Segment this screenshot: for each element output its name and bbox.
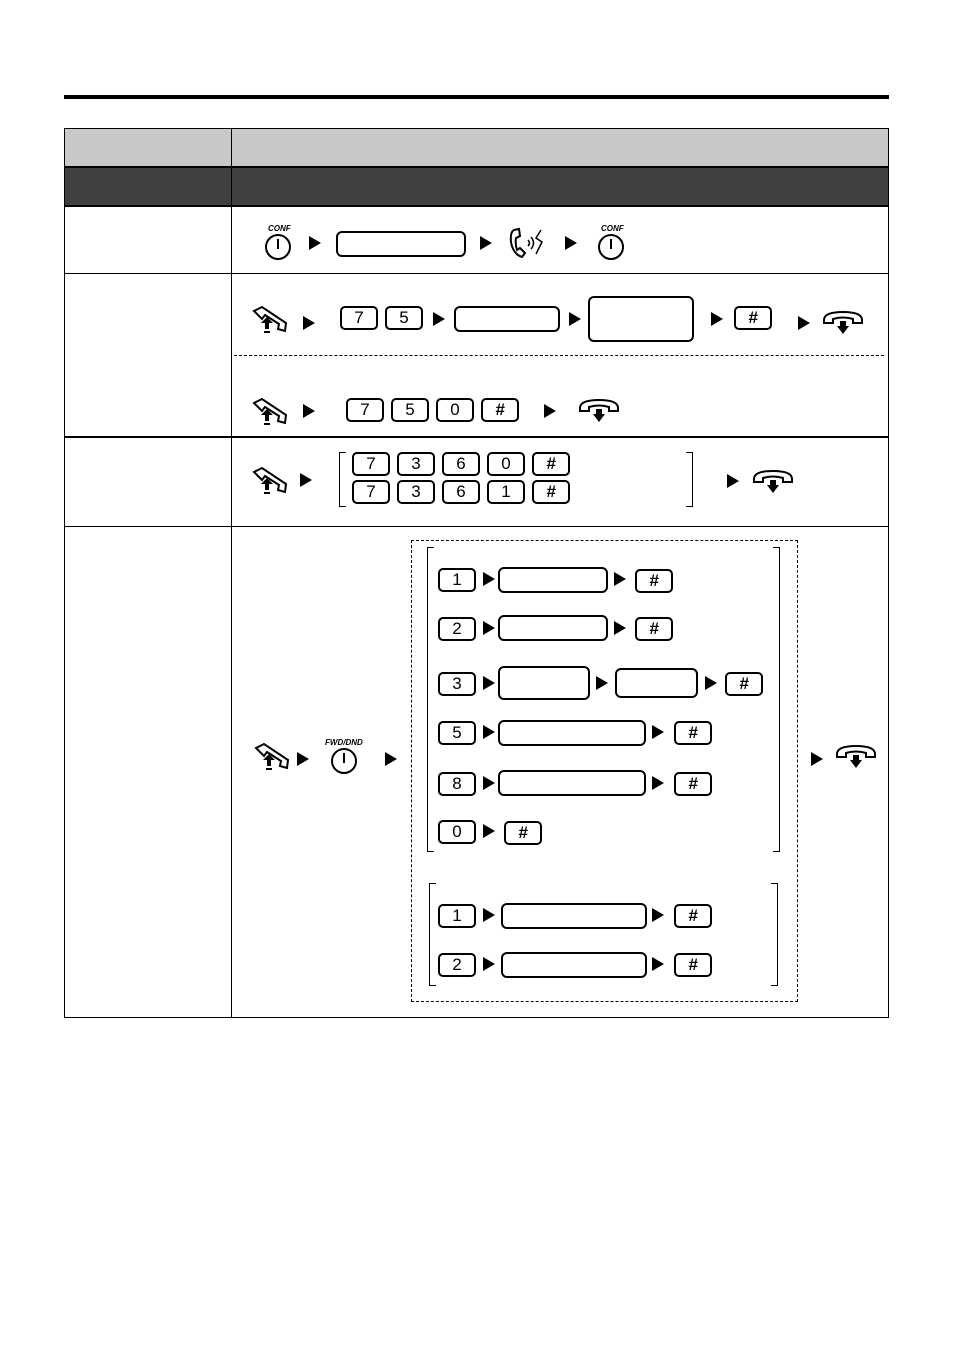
arrow-icon [385,752,397,766]
arrow-icon [798,316,810,330]
bracket-left [427,547,434,852]
key-1[interactable]: 1 [438,904,476,928]
input-box [501,903,647,929]
row-divider-3 [64,526,889,527]
key-2[interactable]: 2 [438,617,476,641]
key-0[interactable]: 0 [487,452,525,476]
bracket-right [771,883,778,986]
arrow-icon [483,776,495,790]
top-rule [64,95,889,99]
arrow-icon [433,312,445,326]
input-box [454,306,560,332]
table-section-bar [64,167,889,206]
input-box [336,231,466,257]
arrow-icon [652,776,664,790]
key-hash[interactable]: # [532,452,570,476]
bracket-right [686,452,693,507]
key-hash[interactable]: # [674,721,712,745]
key-1[interactable]: 1 [438,568,476,592]
arrow-icon [480,236,492,250]
key-0[interactable]: 0 [438,820,476,844]
arrow-icon [652,908,664,922]
key-hash[interactable]: # [635,569,673,593]
key-hash[interactable]: # [674,772,712,796]
arrow-icon [565,236,577,250]
arrow-icon [711,312,723,326]
table-header [64,128,889,167]
key-5[interactable]: 5 [438,721,476,745]
arrow-icon [614,621,626,635]
key-8[interactable]: 8 [438,772,476,796]
talk-handset-icon [508,226,548,260]
on-hook-icon [835,742,877,772]
conf-button-icon[interactable] [597,233,625,261]
arrow-icon [483,572,495,586]
key-3[interactable]: 3 [438,672,476,696]
conf-label: CONF [601,224,624,233]
key-hash[interactable]: # [635,617,673,641]
key-3[interactable]: 3 [397,480,435,504]
arrow-icon [614,572,626,586]
arrow-icon [569,312,581,326]
arrow-icon [483,621,495,635]
input-box [498,666,590,700]
key-5[interactable]: 5 [391,398,429,422]
fwd-dnd-label: FWD/DND [325,738,363,747]
arrow-icon [483,725,495,739]
key-hash[interactable]: # [725,672,763,696]
off-hook-icon [254,742,292,774]
key-7[interactable]: 7 [352,480,390,504]
on-hook-icon [578,396,620,426]
on-hook-icon [752,467,794,497]
dashed-separator [234,355,884,356]
key-hash[interactable]: # [674,953,712,977]
key-7[interactable]: 7 [340,306,378,330]
bracket-left [339,452,346,507]
arrow-icon [297,752,309,766]
input-box-large [588,296,694,342]
on-hook-icon [822,308,864,338]
arrow-icon [727,474,739,488]
arrow-icon [309,236,321,250]
arrow-icon [596,676,608,690]
column-divider [231,128,232,1018]
key-5[interactable]: 5 [385,306,423,330]
key-hash[interactable]: # [481,398,519,422]
key-hash[interactable]: # [734,306,772,330]
conf-button-icon[interactable] [264,233,292,261]
arrow-icon [483,824,495,838]
arrow-icon [652,725,664,739]
key-2[interactable]: 2 [438,953,476,977]
key-hash[interactable]: # [674,904,712,928]
key-1[interactable]: 1 [487,480,525,504]
key-0[interactable]: 0 [436,398,474,422]
fwd-dnd-button-icon[interactable] [330,747,358,775]
input-box [501,952,647,978]
input-box [615,668,698,698]
row-divider-1 [64,273,889,274]
bracket-left [429,883,436,986]
arrow-icon [705,676,717,690]
arrow-icon [811,752,823,766]
off-hook-icon [252,305,290,337]
off-hook-icon [252,397,290,429]
arrow-icon [303,404,315,418]
key-hash[interactable]: # [504,821,542,845]
input-box [498,770,646,796]
key-hash[interactable]: # [532,480,570,504]
arrow-icon [300,473,312,487]
input-box [498,720,646,746]
key-6[interactable]: 6 [442,480,480,504]
arrow-icon [303,316,315,330]
key-3[interactable]: 3 [397,452,435,476]
key-7[interactable]: 7 [352,452,390,476]
input-box [498,615,608,641]
conf-label: CONF [268,224,291,233]
arrow-icon [483,957,495,971]
arrow-icon [544,404,556,418]
row-divider-2 [64,436,889,438]
input-box [498,567,608,593]
key-6[interactable]: 6 [442,452,480,476]
key-7[interactable]: 7 [346,398,384,422]
arrow-icon [483,908,495,922]
off-hook-icon [252,466,290,498]
bracket-right [773,547,780,852]
arrow-icon [652,957,664,971]
arrow-icon [483,676,495,690]
